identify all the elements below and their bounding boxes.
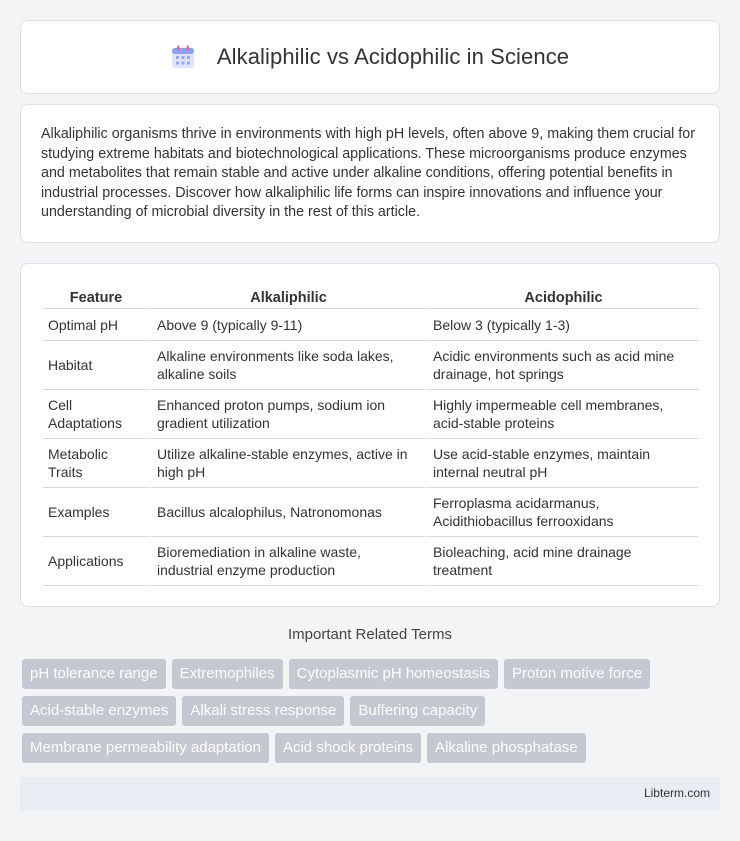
acidophilic-cell: Acidic environments such as acid mine drainage, hot springs [425,341,699,390]
table-row [43,341,699,390]
acidophilic-cell: Highly impermeable cell membranes, acid-stable proteins [425,390,699,439]
intro-paragraph: Alkaliphilic organisms thrive in environments with high pH levels, often above 9, making them crucial for studying extreme habitats and biotechnological applications. These microorganisms produce enzymes and metabolites that remain stable and active under alkaline conditions, offering potential benefits in industrial processes. Discover how alkaliphilic life forms can inspire innovations and influence your understanding of microbial diversity in the rest of this article. [41,126,695,221]
term-row [22,659,722,689]
alkaliphilic-cell: Above 9 (typically 9-11) [149,309,425,341]
alkaliphilic-cell: Alkaline environments like soda lakes, alkaline soils [149,341,425,390]
term-tag[interactable]: Acid-stable enzymes [22,696,176,726]
feature-cell: Metabolic Traits [43,439,149,488]
table-row [43,309,699,341]
comparison-table-card [20,263,720,607]
feature-cell: Applications [43,537,149,586]
term-tag[interactable]: Proton motive force [504,659,650,689]
page-title: Alkaliphilic vs Acidophilic in Science [216,44,570,69]
related-terms [22,659,722,770]
table-row [43,488,699,537]
feature-cell: Optimal pH [43,309,149,341]
calendar-grid-icon [171,45,195,69]
table-row [43,390,699,439]
acidophilic-cell: Bioleaching, acid mine drainage treatment [425,537,699,586]
term-tag[interactable]: Membrane permeability adaptation [22,733,269,763]
term-tag[interactable]: pH tolerance range [22,659,166,689]
term-row [22,733,722,763]
footer [20,777,720,810]
intro-card [20,104,720,243]
term-tag[interactable]: Alkaline phosphatase [427,733,586,763]
table-row [43,439,699,488]
feature-cell: Habitat [43,341,149,390]
alkaliphilic-cell: Bacillus alcalophilus, Natronomonas [149,488,425,537]
term-tag[interactable]: Acid shock proteins [275,733,421,763]
acidophilic-cell: Below 3 (typically 1-3) [425,309,699,341]
header-feature: Feature [43,284,149,309]
table-header-row [43,284,699,309]
table-row [43,537,699,586]
footer-link[interactable]: Libterm.com [643,786,710,800]
alkaliphilic-cell: Bioremediation in alkaline waste, industrial enzyme production [149,537,425,586]
header-alkaliphilic: Alkaliphilic [149,284,425,309]
term-tag[interactable]: Cytoplasmic pH homeostasis [289,659,498,689]
term-row [22,696,722,726]
acidophilic-cell: Use acid-stable enzymes, maintain internal neutral pH [425,439,699,488]
header-acidophilic: Acidophilic [425,284,699,309]
related-terms-title: Important Related Terms [288,626,452,643]
feature-cell: Examples [43,488,149,537]
feature-cell: Cell Adaptations [43,390,149,439]
alkaliphilic-cell: Enhanced proton pumps, sodium ion gradient utilization [149,390,425,439]
comparison-table [43,284,699,586]
term-tag[interactable]: Buffering capacity [350,696,485,726]
acidophilic-cell: Ferroplasma acidarmanus, Acidithiobacillus ferrooxidans [425,488,699,537]
header-card [20,20,720,94]
alkaliphilic-cell: Utilize alkaline-stable enzymes, active in high pH [149,439,425,488]
term-tag[interactable]: Alkali stress response [182,696,344,726]
term-tag[interactable]: Extremophiles [172,659,283,689]
